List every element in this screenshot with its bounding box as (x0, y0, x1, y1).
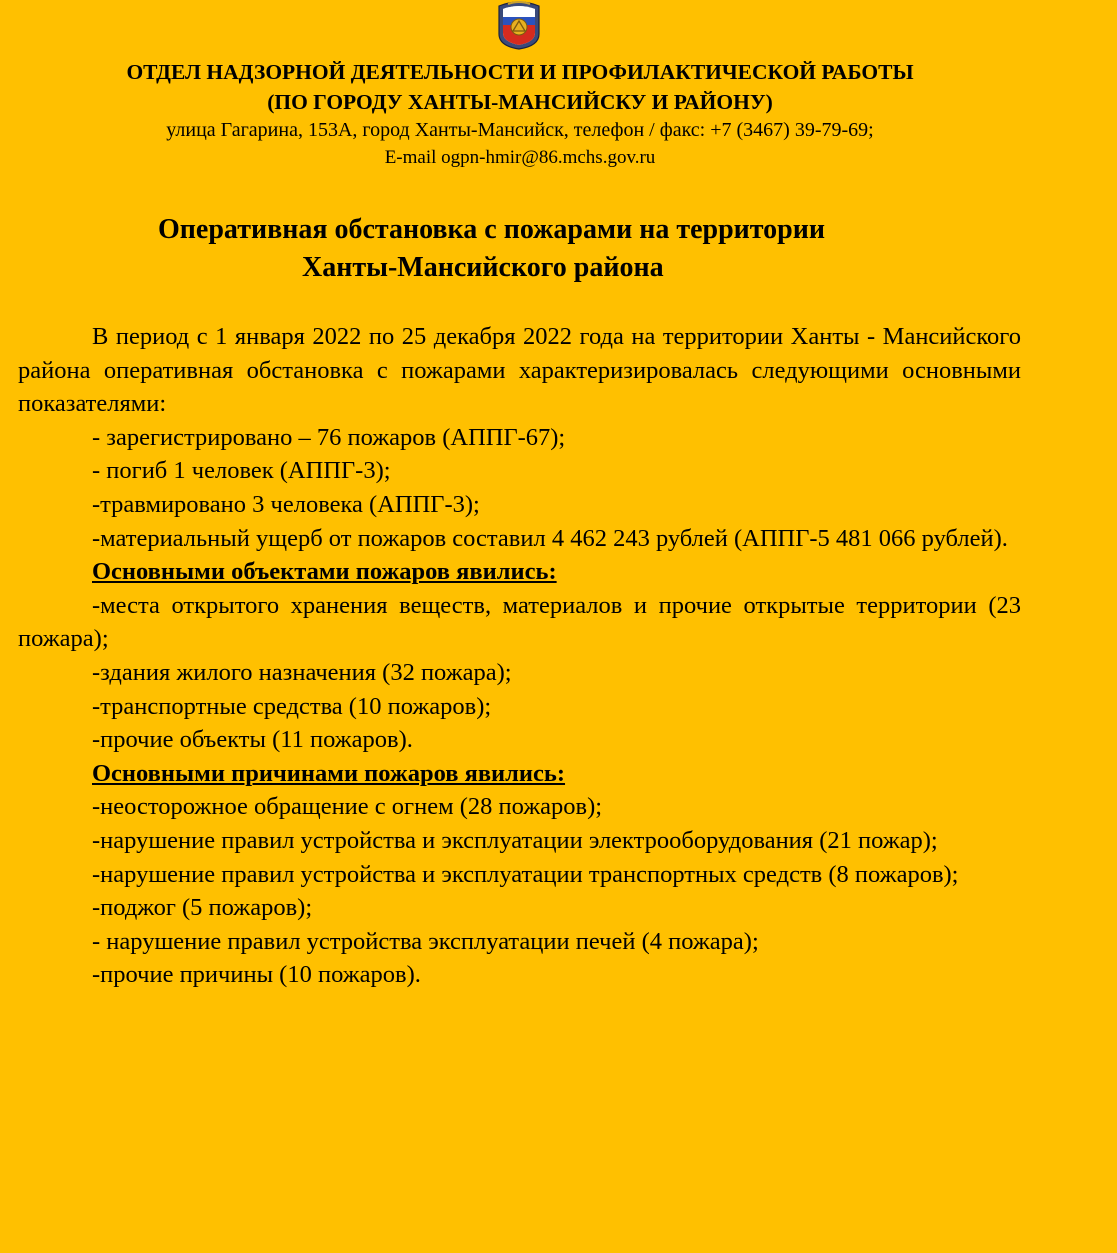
cause-item-electrical: -нарушение правил устройства и эксплуатации электрооборудования (21 пожар); (92, 826, 938, 854)
organization-email: E-mail ogpn-hmir@86.mchs.gov.ru (384, 147, 656, 168)
intro-paragraph: В период с 1 января 2022 по 25 декабря 2022 года на территории Ханты - Мансийского района оперативная обстановка с пожарами характеризировалась следующими основными показателями: (18, 323, 1021, 418)
cause-item-stoves: - нарушение правил устройства эксплуатации печей (4 пожара); (92, 927, 759, 955)
document-title-line1: Оперативная обстановка с пожарами на территории (158, 214, 826, 245)
organization-address: улица Гагарина, 153А, город Ханты-Мансийск, телефон / факс: +7 (3467) 39-79-69; (166, 119, 874, 141)
cause-item-other: -прочие причины (10 пожаров). (92, 961, 421, 989)
causes-heading: Основными причинами пожаров явились: (92, 759, 566, 787)
cause-item-careless-fire: -неосторожное обращение с огнем (28 пожаров); (92, 793, 603, 821)
indicator-injured: -травмировано 3 человека (АППГ-3); (92, 490, 480, 518)
document-title-line2: Ханты-Мансийского района (302, 252, 664, 283)
organization-name: ОТДЕЛ НАДЗОРНОЙ ДЕЯТЕЛЬНОСТИ И ПРОФИЛАКТИЧЕСКОЙ РАБОТЫ (126, 60, 914, 84)
object-item-other: -прочие объекты (11 пожаров). (92, 726, 413, 754)
document-body (18, 320, 1021, 992)
mchs-emblem-icon (494, 0, 544, 50)
cause-item-vehicles: -нарушение правил устройства и эксплуатации транспортных средств (8 пожаров); (92, 860, 959, 888)
object-item-vehicles: -транспортные средства (10 пожаров); (92, 692, 492, 720)
objects-heading: Основными объектами пожаров явились: (92, 558, 557, 586)
cause-item-arson: -поджог (5 пожаров); (92, 894, 313, 922)
indicator-damage: -материальный ущерб от пожаров составил 4 462 243 рублей (АППГ-5 481 066 рублей). (92, 524, 1008, 552)
object-item-open-storage: -места открытого хранения веществ, материалов и прочие открытые территории (23 пожара); (18, 591, 1021, 653)
object-item-residential: -здания жилого назначения (32 пожара); (92, 658, 512, 686)
indicator-fires-registered: - зарегистрировано – 76 пожаров (АППГ-67); (92, 423, 566, 451)
organization-jurisdiction: (ПО ГОРОДУ ХАНТЫ-МАНСИЙСКУ И РАЙОНУ) (267, 90, 773, 114)
indicator-deaths: - погиб 1 человек (АППГ-3); (92, 457, 391, 485)
